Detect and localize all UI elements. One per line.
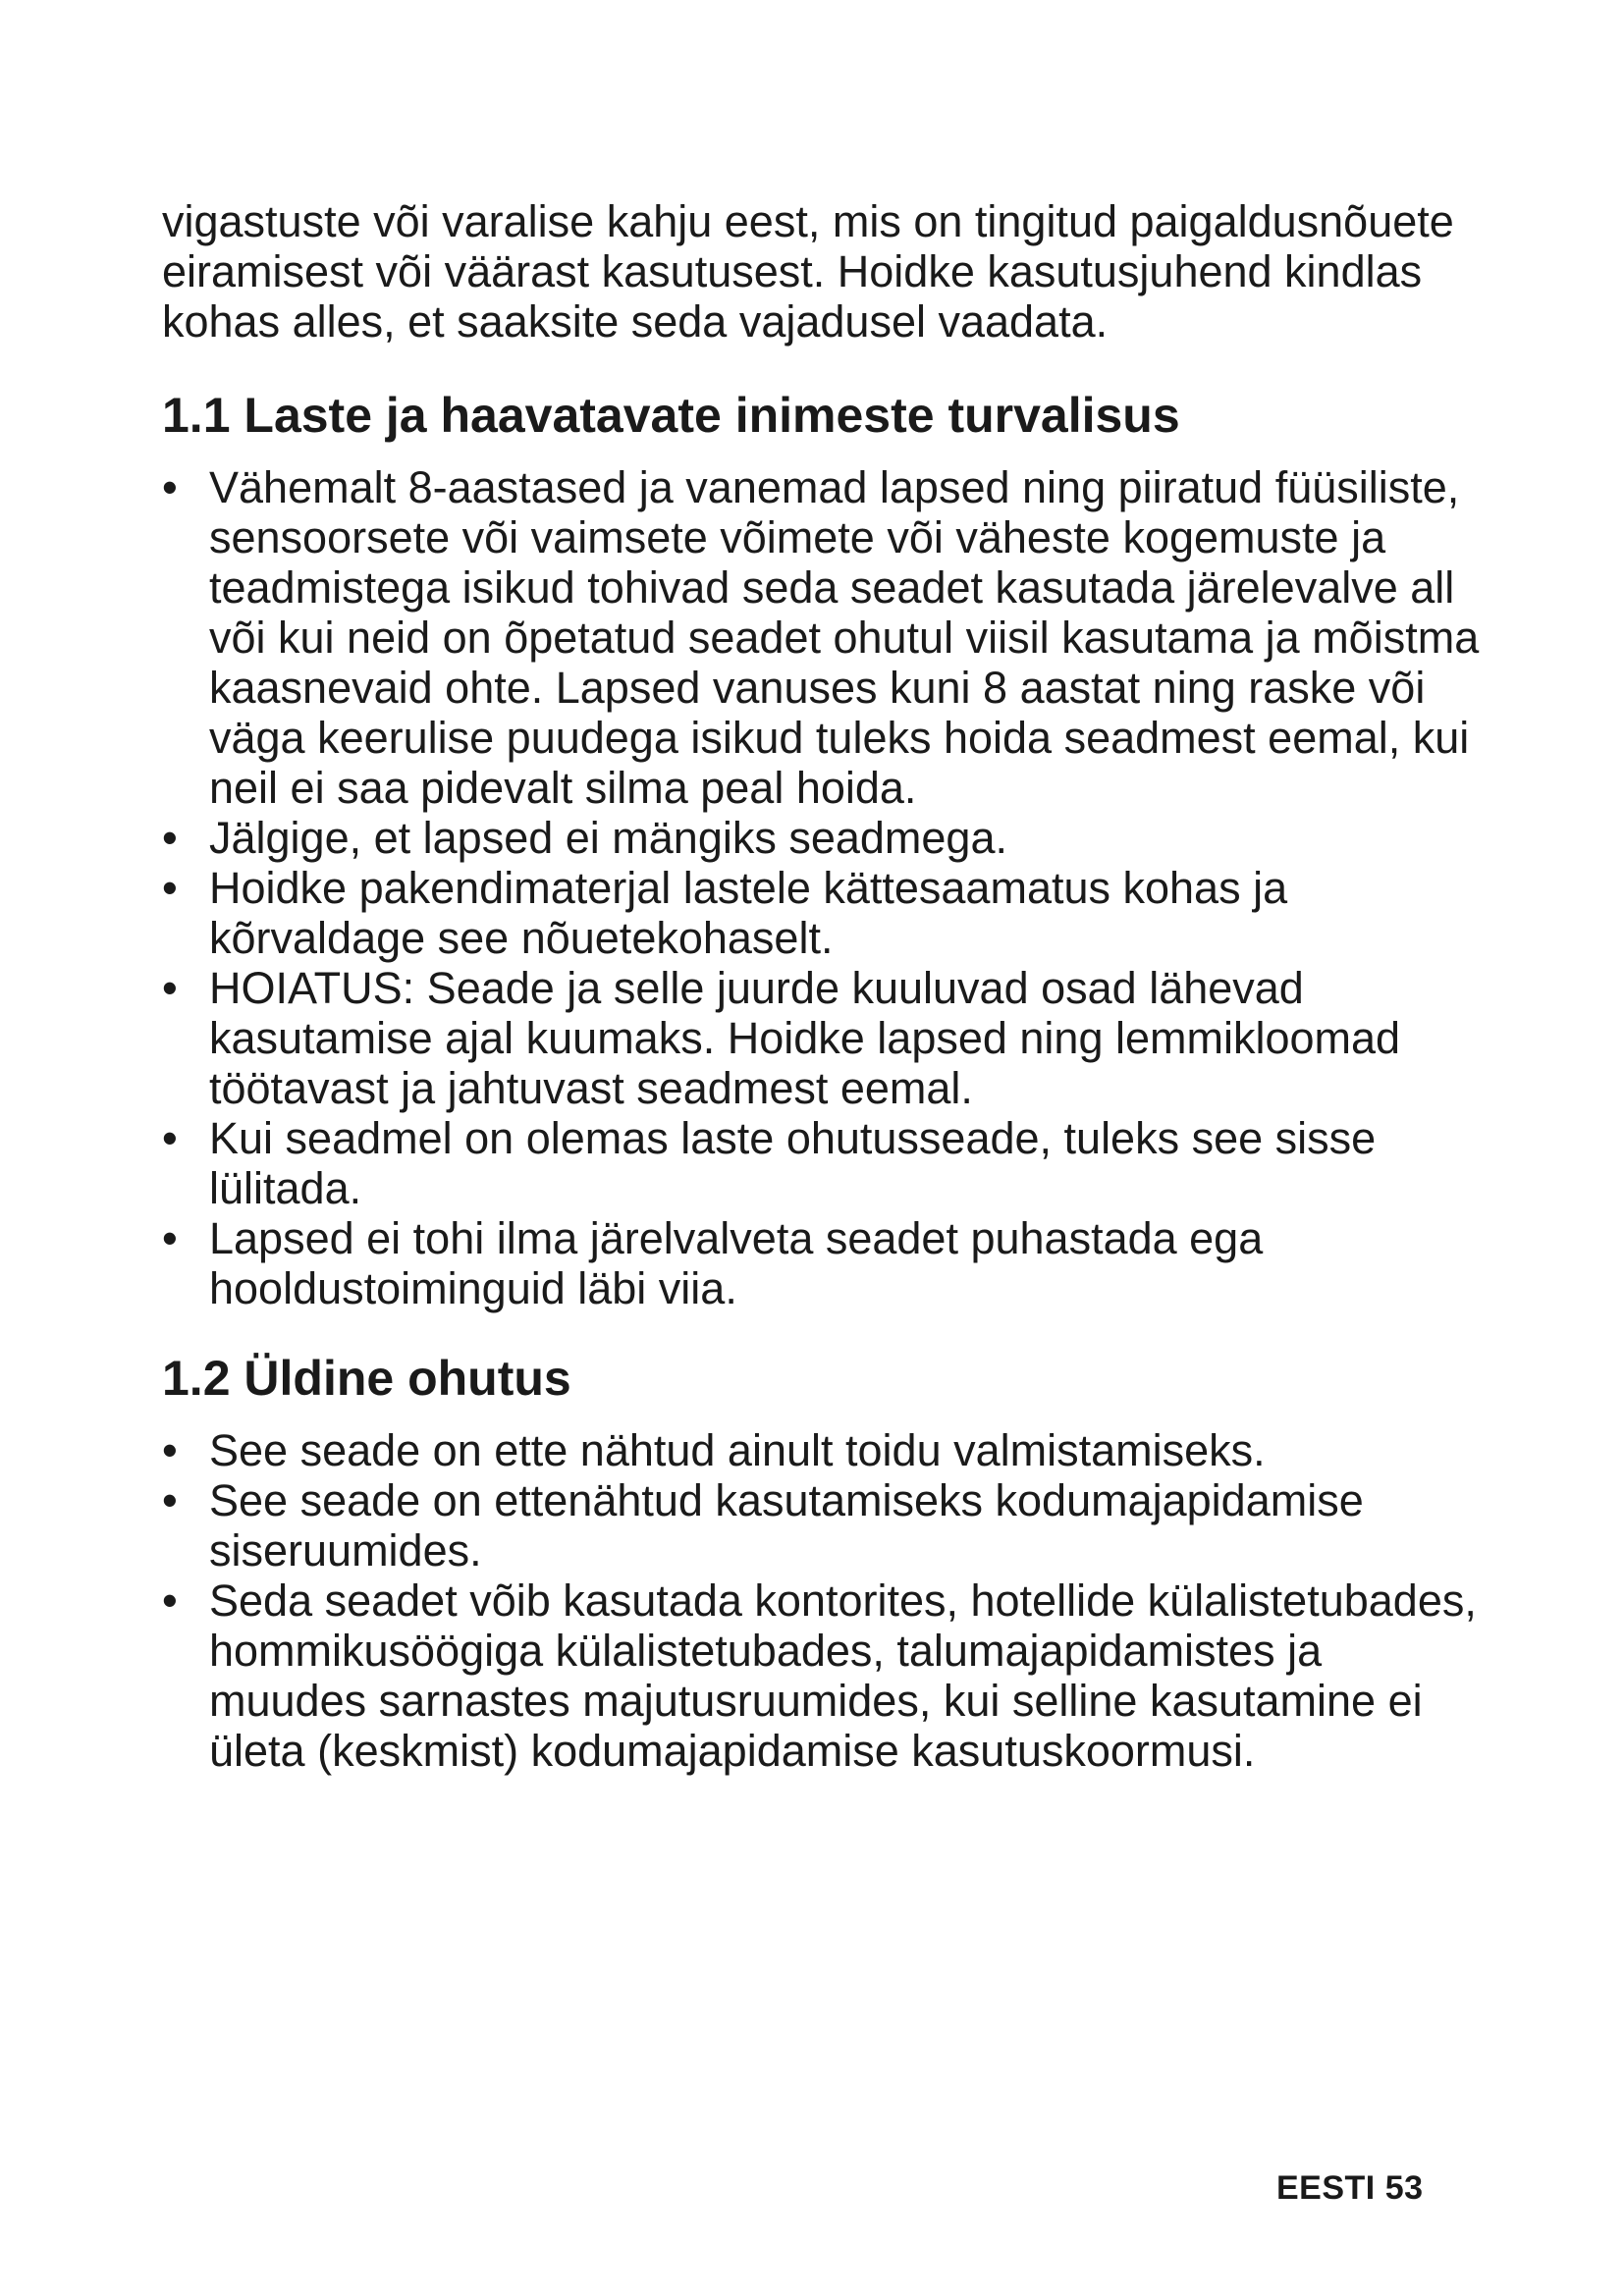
page-footer: EESTI 53 (1276, 2169, 1424, 2207)
bullet-icon: • (162, 1475, 178, 1525)
list-item-text: HOIATUS: Seade ja selle juurde kuuluvad osad lähevad kasutamise ajal kuumaks. Hoidke lapsed ning lemmikloomad töötavast ja jahtuvast seadmest eemal. (209, 963, 1401, 1113)
bullet-icon: • (162, 1113, 178, 1163)
list-item-text: Lapsed ei tohi ilma järelvalveta seadet puhastada ega hooldustoiminguid läbi viia. (209, 1213, 1264, 1313)
list-item (162, 1113, 1488, 1213)
list-item (162, 1475, 1488, 1575)
bullet-icon: • (162, 1575, 178, 1626)
section-heading-child-safety: 1.1 Laste ja haavatavate inimeste turvalisus (162, 388, 1180, 443)
list-item (162, 813, 1488, 863)
document-page (162, 196, 1488, 1776)
bullet-icon: • (162, 863, 178, 913)
bullet-icon: • (162, 1213, 178, 1263)
list-item-text: Jälgige, et lapsed ei mängiks seadmega. (209, 813, 1007, 863)
list-item-text: Seda seadet võib kasutada kontorites, hotellide külalistetubades, hommikusöögiga külalistetubades, talumajapidamistes ja muudes sarnastes majutusruumides, kui selline kasutamine ei ületa (keskmist) kodumajapidamise kasutuskoormusi. (209, 1575, 1477, 1776)
list-item-text: Vähemalt 8-aastased ja vanemad lapsed ning piiratud füüsiliste, sensoorsete või vaimsete võimete või väheste kogemuste ja teadmistega isikud tohivad seda seadet kasutada järelevalve all või kui neid on õpetatud seadet ohutul viisil kasutama ja mõistma kaasnevaid ohte. Lapsed vanuses kuni 8 aastat ning raske või väga keerulise puudega isikud tuleks hoida seadmest eemal, kui neil ei saa pidevalt silma peal hoida. (209, 462, 1480, 813)
general-safety-list (162, 1425, 1488, 1776)
bullet-icon: • (162, 1425, 178, 1475)
bullet-icon: • (162, 813, 178, 863)
list-item (162, 1213, 1488, 1313)
section-heading-general-safety: 1.2 Üldine ohutus (162, 1351, 571, 1406)
list-item-text: Kui seadmel on olemas laste ohutusseade, tuleks see sisse lülitada. (209, 1113, 1377, 1213)
list-item (162, 1425, 1488, 1475)
intro-paragraph: vigastuste või varalise kahju eest, mis on tingitud paigaldusnõuete eiramisest või väärast kasutusest. Hoidke kasutusjuhend kindlas kohas alles, et saaksite seda vajadusel vaadata. (162, 196, 1454, 347)
list-item (162, 1575, 1488, 1776)
list-item (162, 863, 1488, 963)
list-item-text: See seade on ettenähtud kasutamiseks kodumajapidamise siseruumides. (209, 1475, 1364, 1575)
child-safety-list (162, 462, 1488, 1313)
bullet-icon: • (162, 963, 178, 1013)
list-item-text: Hoidke pakendimaterjal lastele kättesaamatus kohas ja kõrvaldage see nõuetekohaselt. (209, 863, 1288, 963)
list-item-text: See seade on ette nähtud ainult toidu valmistamiseks. (209, 1425, 1266, 1475)
list-item (162, 963, 1488, 1113)
bullet-icon: • (162, 462, 178, 512)
list-item (162, 462, 1488, 813)
